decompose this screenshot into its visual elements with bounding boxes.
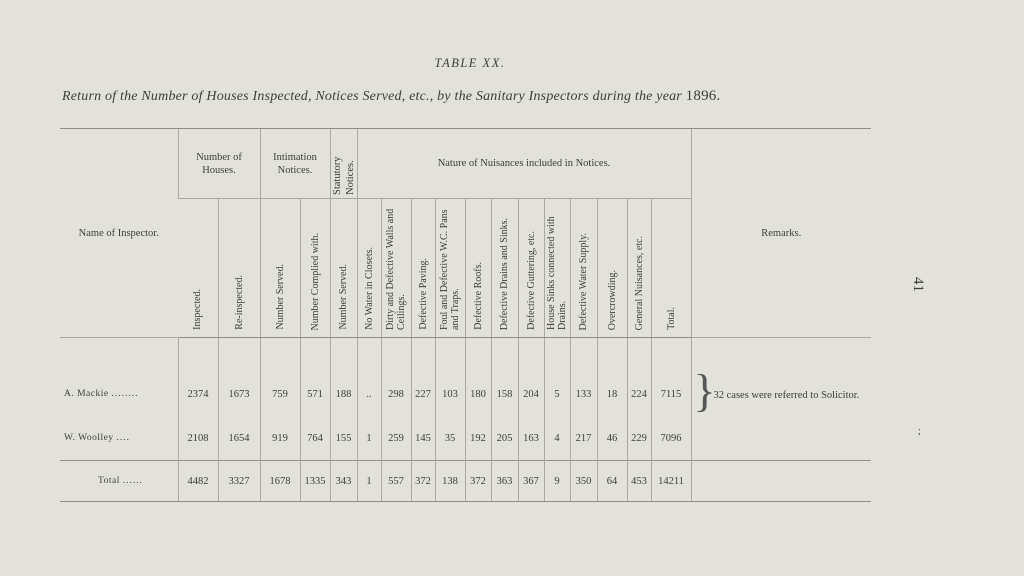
- column-header: Total.: [651, 199, 691, 338]
- cell: 1: [357, 416, 381, 461]
- cell: 158: [491, 338, 518, 417]
- cell: 1678: [260, 461, 300, 502]
- table-subtitle: [62, 88, 942, 105]
- cell: 557: [381, 461, 411, 502]
- margin-mark: ;: [918, 426, 921, 437]
- cell: 229: [627, 416, 651, 461]
- cell: 2374: [178, 338, 218, 417]
- cell: 46: [597, 416, 627, 461]
- column-header: Overcrowding.: [597, 199, 627, 338]
- cell: 188: [330, 338, 357, 417]
- cell: 571: [300, 338, 330, 417]
- cell: 764: [300, 416, 330, 461]
- inspector-name: W. Woolley ....: [64, 433, 130, 443]
- cell: 4482: [178, 461, 218, 502]
- cell: 64: [597, 461, 627, 502]
- cell: 1335: [300, 461, 330, 502]
- remarks-header: Remarks.: [691, 129, 871, 338]
- column-header: Inspected.: [178, 199, 218, 338]
- houses-group-header: Number of Houses.: [178, 129, 260, 199]
- column-header: Number Served.: [330, 199, 357, 338]
- column-header: No Water in Closets.: [357, 199, 381, 338]
- nuisances-group-header: Nature of Nuisances included in Notices.: [357, 129, 691, 199]
- cell: 224: [627, 338, 651, 417]
- remarks-cell: [691, 338, 871, 461]
- cell: 372: [411, 461, 435, 502]
- inspection-table: [60, 128, 871, 502]
- cell: 350: [570, 461, 597, 502]
- cell: 133: [570, 338, 597, 417]
- cell: 298: [381, 338, 411, 417]
- cell: 3327: [218, 461, 260, 502]
- cell: 205: [491, 416, 518, 461]
- total-row: [60, 461, 871, 502]
- cell: 35: [435, 416, 465, 461]
- cell: 759: [260, 338, 300, 417]
- column-header: Dirty and Defective Walls and Ceilings.: [381, 199, 411, 338]
- cell: ..: [357, 338, 381, 417]
- column-header: General Nuisances, etc.: [627, 199, 651, 338]
- column-header: Foul and Defective W.C. Pans and Traps.: [435, 199, 465, 338]
- cell: 204: [518, 338, 544, 417]
- cell: 155: [330, 416, 357, 461]
- table-title: TABLE XX.: [434, 56, 506, 70]
- cell: 1654: [218, 416, 260, 461]
- total-remarks-cell: [691, 461, 871, 502]
- cell: 7096: [651, 416, 691, 461]
- statutory-group-header: Statutory Notices.: [330, 129, 357, 199]
- name-header: Name of Inspector.: [60, 129, 178, 338]
- cell: 14211: [651, 461, 691, 502]
- column-header: Re-inspected.: [218, 199, 260, 338]
- brace-mark: }: [693, 365, 716, 416]
- cell: 163: [518, 416, 544, 461]
- subtitle-text: Return of the Number of Houses Inspected, Notices Served, etc., by the Sanitary Inspectors during the year: [62, 89, 682, 104]
- cell: 227: [411, 338, 435, 417]
- cell: 103: [435, 338, 465, 417]
- cell: 9: [544, 461, 570, 502]
- cell: 217: [570, 416, 597, 461]
- cell: 1673: [218, 338, 260, 417]
- cell: 372: [465, 461, 491, 502]
- column-header: Defective Guttering, etc.: [518, 199, 544, 338]
- cell: 5: [544, 338, 570, 417]
- subtitle-year: 1896.: [685, 88, 721, 104]
- page-number: 41: [910, 277, 926, 292]
- inspector-name: A. Mackie ........: [64, 389, 139, 399]
- cell: 919: [260, 416, 300, 461]
- table-row: [60, 338, 871, 417]
- column-header: Defective Water Supply.: [570, 199, 597, 338]
- cell: 453: [627, 461, 651, 502]
- cell: 18: [597, 338, 627, 417]
- cell: 1: [357, 461, 381, 502]
- total-label: Total ......: [60, 461, 178, 502]
- column-header: House Sinks connected with Drains.: [544, 199, 570, 338]
- cell: 367: [518, 461, 544, 502]
- cell: 7115: [651, 338, 691, 417]
- cell: 180: [465, 338, 491, 417]
- cell: 2108: [178, 416, 218, 461]
- column-header: Number Complied with.: [300, 199, 330, 338]
- cell: 192: [465, 416, 491, 461]
- cell: 145: [411, 416, 435, 461]
- cell: 4: [544, 416, 570, 461]
- cell: 363: [491, 461, 518, 502]
- column-header: Defective Roofs.: [465, 199, 491, 338]
- cell: 259: [381, 416, 411, 461]
- column-header: Number Served.: [260, 199, 300, 338]
- cell: 343: [330, 461, 357, 502]
- column-header: Defective Drains and Sinks.: [491, 199, 518, 338]
- cell: 138: [435, 461, 465, 502]
- column-header: Defective Paving.: [411, 199, 435, 338]
- intimation-group-header: Intimation Notices.: [260, 129, 330, 199]
- remarks-text: 32 cases were referred to Solicitor.: [713, 390, 860, 401]
